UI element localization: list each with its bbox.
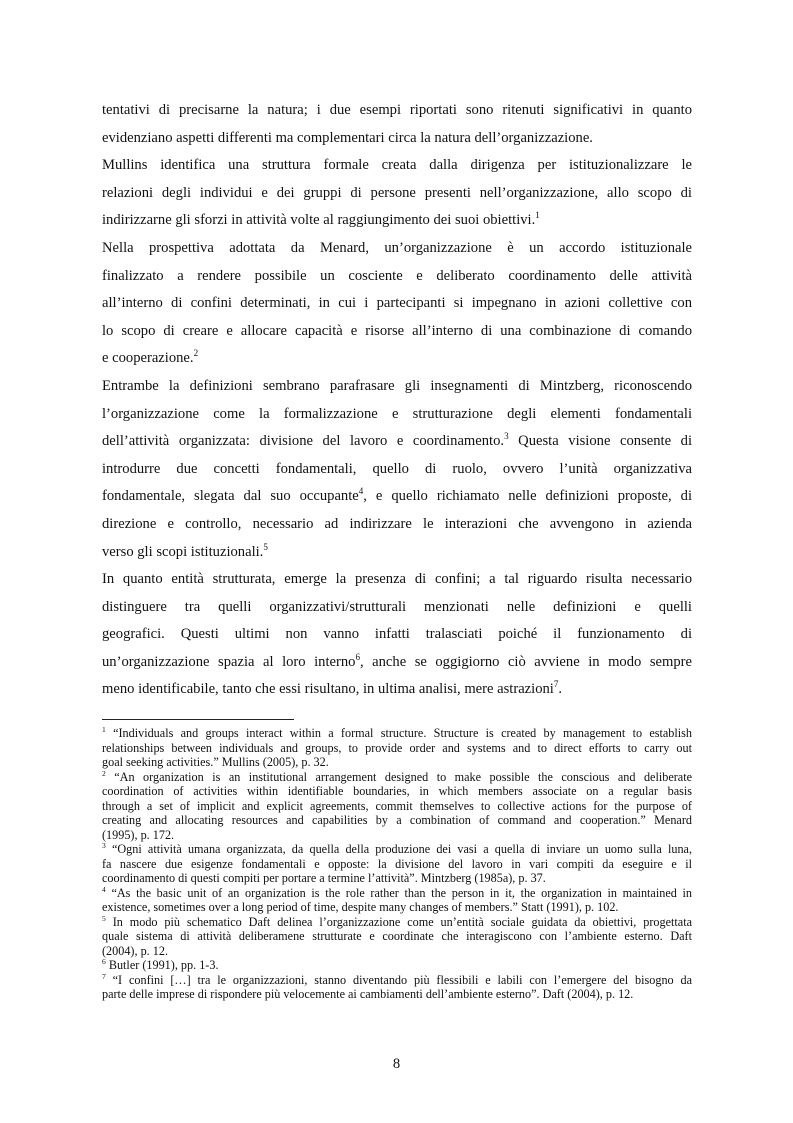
footnote-line xyxy=(102,958,692,973)
footnote-line: parte delle imprese di rispondere più velocemente ai cambiamenti dell’ambiente esterno”. Daft (2004), p. 12. xyxy=(102,987,634,1001)
body-line: lo scopo di creare e allocare capacità e risorse all’interno di una combinazione di comando xyxy=(102,322,692,339)
footnote-separator xyxy=(102,719,294,720)
body-line: geografici. Questi ultimi non vanno infatti tralasciati poiché il funzionamento di xyxy=(102,626,692,643)
footnote-line xyxy=(102,886,692,901)
body-line: Entrambe la definizioni sembrano parafrasare gli insegnamenti di Mintzberg, riconoscendo xyxy=(102,377,692,394)
footnote-text: “Individuals and groups interact within a formal structure. Structure is created by management to establish xyxy=(105,726,692,740)
footnote-line: through a set of implicit and explicit agreements, commit themselves to collective actions for the purpose of xyxy=(102,798,692,813)
footnote-ref: 4 xyxy=(358,486,364,497)
body-line: l’organizzazione come la formalizzazione e strutturazione degli elementi fondamentali xyxy=(102,405,692,422)
footnote-ref: 3 xyxy=(504,431,509,442)
footnote-line: goal seeking activities.” Mullins (2005), p. 32. xyxy=(102,755,329,769)
body-text-segment: . xyxy=(558,681,563,698)
footnote-text: “An organization is an institutional arrangement designed to make possible the conscious and deliberate xyxy=(105,769,692,784)
body-line xyxy=(102,483,692,511)
body-line xyxy=(102,676,692,704)
footnote-line: (2004), p. 12. xyxy=(102,943,169,958)
footnote-text: “I confini […] tra le organizzazioni, stanno diventando più flessibili e labili con l’emergere del bisogno da xyxy=(105,972,692,987)
body-text-segment: fondamentale, slegata dal suo occupante xyxy=(102,488,359,505)
footnote-line xyxy=(102,842,692,857)
body-text-segment: dell’attività organizzata: divisione del lavoro e coordinamento. xyxy=(102,433,505,450)
body-line: In quanto entità strutturata, emerge la presenza di confini; a tal riguardo risulta necessario xyxy=(102,571,692,588)
body-line xyxy=(102,539,692,567)
body-line: relazioni degli individui e dei gruppi di persone presenti nell’organizzazione, allo scopo di xyxy=(102,184,692,201)
body-text-segment: meno identificabile, tanto che essi risultano, in ultima analisi, mere astrazioni xyxy=(102,681,554,698)
footnote-line: quale sistema di attività deliberamene strutturate e coordinate che interagiscono con l’ambiente esterno. Daft xyxy=(102,929,692,943)
body-text-segment: Questa visione consente di xyxy=(508,433,692,450)
body-line: Mullins identifica una struttura formale creata dalla dirigenza per istituzionalizzare le xyxy=(102,157,692,174)
footnote-line: coordinamento di questi compiti per portare a termine l’attività”. Mintzberg (1985a), p. 37. xyxy=(102,871,546,885)
body-line xyxy=(102,428,692,456)
footnote-text: “As the basic unit of an organization is the role rather than the person in it, the organization in maintained in xyxy=(105,885,692,900)
footnote-line: existence, sometimes over a long period of time, despite many changes of members.” Statt (1991), p. 102. xyxy=(102,900,619,914)
body-line: tentativi di precisarne la natura; i due esempi riportati sono ritenuti significativi in quanto xyxy=(102,102,692,118)
body-line: Nella prospettiva adottata da Menard, un’organizzazione è un accordo istituzionale xyxy=(102,239,692,256)
body-line: all’interno di confini determinati, in cui i partecipanti si impegnano in azioni collettive con xyxy=(102,295,692,312)
body-text-segment: , anche se oggigiorno ciò avviene in modo sempre xyxy=(359,653,692,670)
body-text-segment: verso gli scopi istituzionali. xyxy=(102,543,264,560)
footnote-line xyxy=(102,770,692,785)
footnote-line: (1995), p. 172. xyxy=(102,827,175,842)
footnote-number: 6 xyxy=(102,956,106,966)
footnote-number: 5 xyxy=(102,913,106,923)
body-text-segment: , e quello richiamato nelle definizioni proposte, di xyxy=(363,488,692,505)
footnotes xyxy=(102,726,692,1002)
footnote-number: 4 xyxy=(102,884,106,894)
footnote-line xyxy=(102,726,692,741)
body-line: evidenziano aspetti differenti ma complementari circa la natura dell’organizzazione. xyxy=(102,129,593,146)
footnote-ref: 7 xyxy=(553,679,559,690)
footnote-ref: 1 xyxy=(535,210,540,221)
footnote-text: “Ogni attività umana organizzata, da quella della produzione dei vasi a quella di inviare un uomo sulla luna, xyxy=(105,842,692,856)
footnote-text: In modo più schematico Daft delinea l’organizzazione come un’entità sociale guidata da obiettivi, progettata xyxy=(105,914,692,929)
body-text-segment: indirizzarne gli sforzi in attività volte al raggiungimento dei suoi obiettivi. xyxy=(102,212,536,229)
footnote-line: creating and allocating resources and capabilities by a combination of command and cooperation.” Menard xyxy=(102,813,692,827)
footnote-number: 3 xyxy=(102,840,106,850)
body-line xyxy=(102,345,692,373)
body-line: finalizzato a rendere possibile un cosciente e deliberato coordinamento delle attività xyxy=(102,267,692,284)
footnote-ref: 6 xyxy=(355,652,360,663)
body-text xyxy=(102,97,692,704)
footnote-text: Butler (1991), pp. 1-3. xyxy=(105,958,219,972)
page-number: 8 xyxy=(392,1056,401,1072)
body-text-segment: e cooperazione. xyxy=(102,350,194,367)
footnote-line: relationships between individuals and groups, to provide order and systems and to direct efforts to carry out xyxy=(102,740,692,755)
footnote-ref: 5 xyxy=(263,541,268,552)
footnote-line: coordination of activities within identifiable boundaries, in which members associate on a regular basis xyxy=(102,784,692,798)
footnote-line xyxy=(102,915,692,930)
footnote-number: 2 xyxy=(102,768,106,778)
footnote-ref: 2 xyxy=(193,348,199,359)
body-line: distinguere tra quelli organizzativi/strutturali menzionati nelle definizioni e quelli xyxy=(102,598,692,615)
body-line xyxy=(102,649,692,677)
body-text-segment: un’organizzazione spazia al loro interno xyxy=(102,653,356,670)
footnote-number: 7 xyxy=(102,971,106,981)
body-line xyxy=(102,207,692,235)
footnote-line xyxy=(102,973,692,988)
footnote-line: fa nascere due esigenze fondamentali e opposte: la divisione del lavoro in vari compiti da eseguire e il xyxy=(102,856,692,871)
body-line: introdurre due concetti fondamentali, quello di ruolo, ovvero l’unità organizzativa xyxy=(102,460,692,477)
body-line: direzione e controllo, necessario ad indirizzare le interazioni che avvengono in azienda xyxy=(102,515,692,532)
footnote-number: 1 xyxy=(102,724,106,734)
